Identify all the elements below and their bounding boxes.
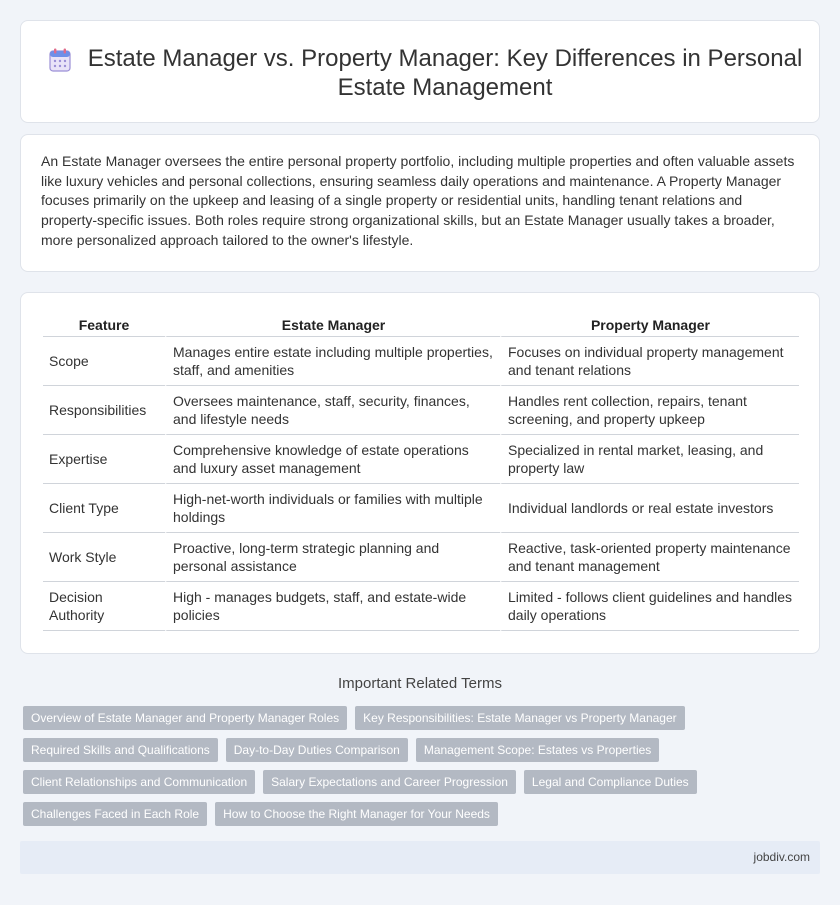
comparison-card [20, 292, 820, 654]
intro-paragraph: An Estate Manager oversees the entire personal property portfolio, including multiple properties and often valuable assets like luxury vehicles and personal collections, ensuring seamless daily operations and maintenance. A Property Manager focuses primarily on the upkeep and leasing of a single property or residential units, handling tenant relations and property-specific issues. Both roles require strong organizational skills, but an Estate Manager usually takes a broader, more personalized approach tailored to the owner's lifestyle. [41, 153, 795, 248]
header-property-manager: Property Manager [500, 315, 799, 337]
feature-cell: Expertise [43, 435, 165, 484]
footer [20, 841, 820, 874]
estate-manager-cell: Manages entire estate including multiple properties, staff, and amenities [165, 337, 500, 386]
table-row [43, 435, 799, 484]
table-row [43, 582, 799, 631]
tag-row [23, 738, 823, 762]
tag-row [23, 770, 823, 794]
intro-card [20, 134, 820, 272]
related-terms-list [23, 706, 823, 834]
related-terms-title: Important Related Terms [338, 675, 502, 692]
related-term-tag[interactable]: Management Scope: Estates vs Properties [416, 738, 659, 762]
related-term-tag[interactable]: Key Responsibilities: Estate Manager vs Property Manager [355, 706, 684, 730]
property-manager-cell: Individual landlords or real estate investors [500, 484, 799, 533]
header-card [20, 20, 820, 123]
table-row [43, 337, 799, 386]
header-estate-manager: Estate Manager [165, 315, 500, 337]
tag-row [23, 802, 823, 826]
feature-cell: Decision Authority [43, 582, 165, 631]
property-manager-cell: Reactive, task-oriented property maintenance and tenant management [500, 533, 799, 582]
property-manager-cell: Handles rent collection, repairs, tenant screening, and property upkeep [500, 386, 799, 435]
table-header-row [43, 315, 799, 337]
feature-cell: Client Type [43, 484, 165, 533]
feature-cell: Work Style [43, 533, 165, 582]
comparison-table [43, 315, 799, 631]
estate-manager-cell: Comprehensive knowledge of estate operations and luxury asset management [165, 435, 500, 484]
estate-manager-cell: Proactive, long-term strategic planning and personal assistance [165, 533, 500, 582]
related-term-tag[interactable]: Salary Expectations and Career Progression [263, 770, 516, 794]
footer-site-link[interactable]: jobdiv.com [753, 850, 810, 864]
page-title: Estate Manager vs. Property Manager: Key Differences in Personal Estate Management [87, 45, 803, 101]
property-manager-cell: Focuses on individual property management and tenant relations [500, 337, 799, 386]
property-manager-cell: Limited - follows client guidelines and handles daily operations [500, 582, 799, 631]
header-feature: Feature [43, 315, 165, 337]
estate-manager-cell: High - manages budgets, staff, and estate-wide policies [165, 582, 500, 631]
table-row [43, 533, 799, 582]
related-term-tag[interactable]: Overview of Estate Manager and Property Manager Roles [23, 706, 347, 730]
table-row [43, 484, 799, 533]
related-term-tag[interactable]: How to Choose the Right Manager for Your Needs [215, 802, 498, 826]
calendar-icon [49, 48, 71, 72]
feature-cell: Scope [43, 337, 165, 386]
table-row [43, 386, 799, 435]
estate-manager-cell: Oversees maintenance, staff, security, finances, and lifestyle needs [165, 386, 500, 435]
estate-manager-cell: High-net-worth individuals or families with multiple holdings [165, 484, 500, 533]
feature-cell: Responsibilities [43, 386, 165, 435]
tag-row [23, 706, 823, 730]
related-term-tag[interactable]: Client Relationships and Communication [23, 770, 255, 794]
property-manager-cell: Specialized in rental market, leasing, and property law [500, 435, 799, 484]
related-term-tag[interactable]: Legal and Compliance Duties [524, 770, 697, 794]
related-term-tag[interactable]: Day-to-Day Duties Comparison [226, 738, 408, 762]
related-term-tag[interactable]: Required Skills and Qualifications [23, 738, 218, 762]
related-term-tag[interactable]: Challenges Faced in Each Role [23, 802, 207, 826]
